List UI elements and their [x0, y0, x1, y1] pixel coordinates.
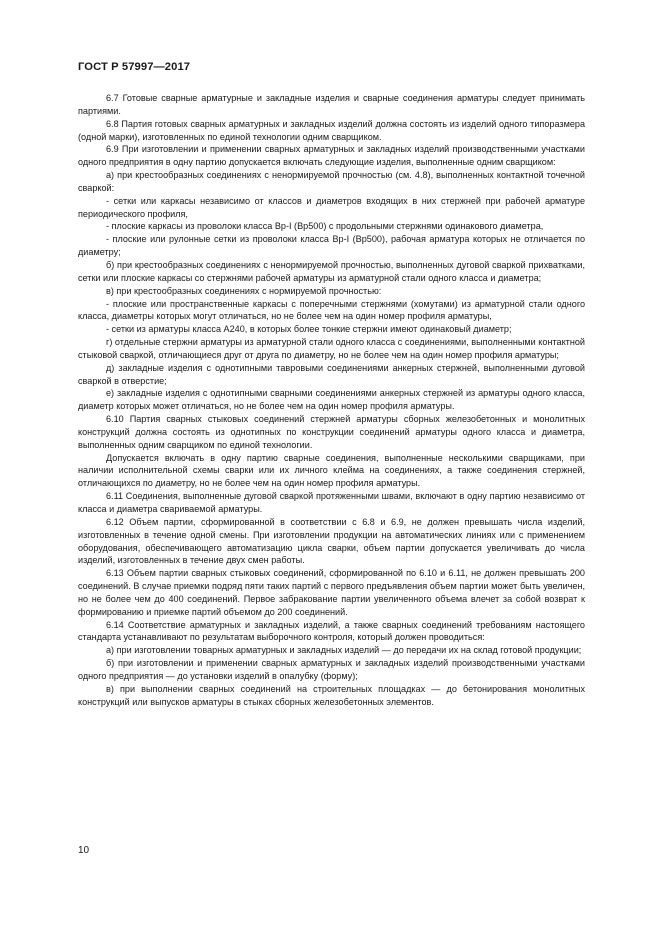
list-item-d: д) закладные изделия с однотипными тавровыми соединениями анкерных стержней, выполненными дуговой сваркой в отверстие;	[78, 362, 585, 386]
paragraph-6-12: 6.12 Объем партии, сформированной в соответствии с 6.8 и 6.9, не должен превышать числа изделий, изготовленных в течение одной смены. При изготовлении продукции на автоматических линиях или с применением оборудования, обеспечивающего автоматизацию цикла сварки, объем партии допускается увеличивать до числа изделий, изготовленных в течение двух смен работы.	[78, 516, 585, 566]
paragraph-6-14: 6.14 Соответствие арматурных и закладных изделий, а также сварных соединений требованиям настоящего стандарта устанавливают по результатам выборочного контроля, который должен проводиться:	[78, 619, 585, 643]
dash-item: - плоские или рулонные сетки из проволоки класса Вр-I (Вр500), рабочая арматура которых не отличается по диаметру;	[78, 234, 585, 258]
paragraph-6-13: 6.13 Объем партии сварных стыковых соединений, сформированной по 6.10 и 6.11, не должен превышать 200 соединений. В случае приемки подряд пяти таких партий с первого предъявления объем партии может быть увеличен, но не более чем до 400 соединений. Первое забракование партии увеличенного объема влечет за собой возврат к формированию и приемке партий объемом до 200 соединений.	[78, 568, 585, 617]
dash-item: - сетки из арматуры класса А240, в которых более тонкие стержни имеют одинаковый диаметр;	[106, 324, 512, 335]
document-header: ГОСТ Р 57997—2017	[78, 61, 191, 73]
list-item-b: б) при крестообразных соединениях с ненормируемой прочностью, выполненных дуговой сваркой прихватками, сетки или плоские каркасы со стержнями рабочей арматуры из арматурной стали одного класса и диаметра;	[78, 259, 585, 283]
paragraph-6-8: 6.8 Партия готовых сварных арматурных и закладных изделий должна состоять из изделий одного типоразмера (одной марки), изготовленных по единой технологии одним сварщиком.	[78, 118, 585, 142]
paragraph-6-7: 6.7 Готовые сварные арматурные и закладные изделия и сварные соединения арматуры следует принимать партиями.	[78, 93, 585, 116]
dash-item: - сетки или каркасы независимо от классов и диаметров входящих в них стержней при рабочей арматуре периодического профиля,	[78, 195, 585, 219]
dash-item: - плоские или пространственные каркасы с поперечными стержнями (хомутами) из арматурной стали одного класса, диаметры которых могут отличаться, но не более чем на один номер профиля арматуры,	[78, 298, 585, 322]
document-body	[78, 92, 585, 709]
list-item-b: б) при изготовлении и применении сварных арматурных и закладных изделий производственными участками одного предприятия — до установки изделий в опалубку (форму);	[78, 658, 585, 681]
list-item-a: а) при крестообразных соединениях с ненормируемой прочностью (см. 4.8), выполненных контактной точечной сваркой:	[78, 170, 585, 193]
list-item-v: в) при выполнении сварных соединений на строительных площадках — до бетонирования монолитных конструкций или выпусков арматуры в стыках сборных железобетонных элементов.	[78, 683, 585, 707]
paragraph-6-11: 6.11 Соединения, выполненные дуговой сваркой протяженными швами, включают в одну партию независимо от класса и диаметра свариваемой арматуры.	[78, 491, 585, 514]
paragraph-6-9: 6.9 При изготовлении и применении сварных арматурных и закладных изделий производственными участками одного предприятия в одну партию допускается включать следующие изделия, выполненные одним сварщиком:	[78, 144, 585, 168]
paragraph-6-10-note: Допускается включать в одну партию сварные соединения, выполненные несколькими сварщиками, при наличии исполнительной схемы сварки или их личного клейма на соединениях, а также соединения стержней, отличающихся по диаметру, но не более чем на один номер профиля арматуры.	[78, 452, 585, 489]
list-item-g: г) отдельные стержни арматуры из арматурной стали одного класса с соединениями, выполненными контактной стыковой сваркой, отличающиеся друг от друга по диаметру, но не более чем на один номер профиля арматуры;	[78, 337, 585, 360]
paragraph-6-10: 6.10 Партия сварных стыковых соединений стержней арматуры сборных железобетонных и монолитных конструкций должна состоять из однотипных по конструкции соединений арматуры одного класса и диаметра, выполненных одним сварщиком по единой технологии.	[78, 414, 585, 450]
list-item-v: в) при крестообразных соединениях с нормируемой прочностью:	[106, 285, 382, 296]
page-number: 10	[78, 845, 90, 856]
list-item-a: а) при изготовлении товарных арматурных и закладных изделий — до передачи их на склад готовой продукции;	[106, 645, 582, 656]
dash-item: - плоские каркасы из проволоки класса Вр-I (Вр500) с продольными стержнями одинакового диаметра,	[106, 221, 544, 232]
list-item-e: е) закладные изделия с однотипными сварными соединениями анкерных стержней из арматуры одного класса, диаметр которых может отличаться, но не более чем на один номер профиля арматуры.	[78, 388, 585, 412]
